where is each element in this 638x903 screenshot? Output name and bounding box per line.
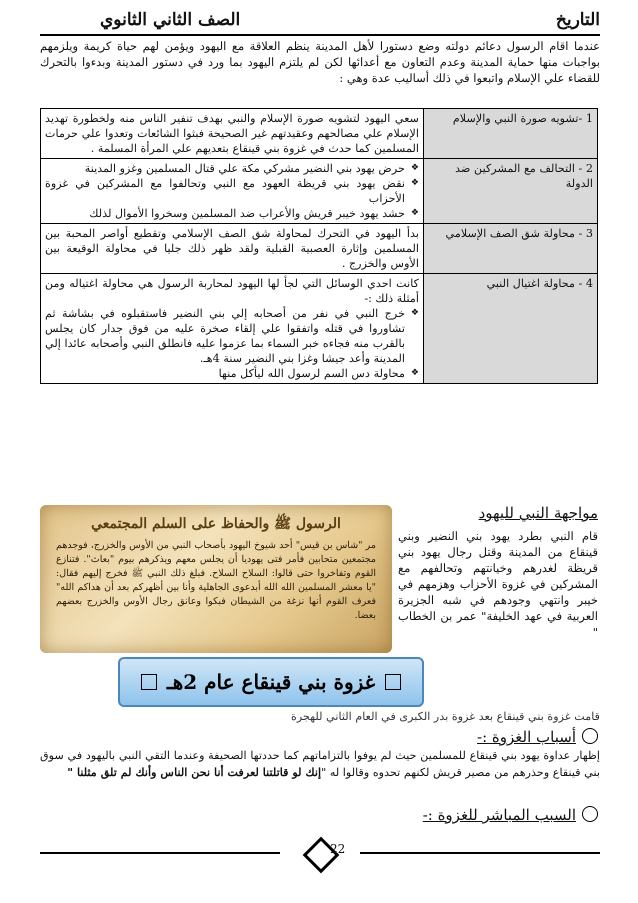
page-number: 22 <box>330 842 346 856</box>
scroll-illustration <box>40 505 392 653</box>
bullet-item: ❖ محاولة دس السم لرسول الله ليأكل منها <box>45 366 419 381</box>
grade-label: الصف الثاني الثانوي <box>100 10 241 30</box>
scroll-title: الرسول ﷺ والحفاظ على السلم المجتمعي <box>91 516 341 532</box>
footer-line-left <box>40 852 280 854</box>
direct-cause-title <box>423 806 598 824</box>
qaynuqa-banner <box>118 657 424 707</box>
confrontation-text: قام النبي بطرد يهود بني النضير وبني قينقاع من المدينة وقتل رجال يهود بني قريظة لغدرهم وخيانتهم وتحالفهم مع المشركين في غزوة الأحزاب وهزمهم في خيبر وانتهي وجودهم في شبه الجزيرة العربية في عهد الخليفة" عمر بن الخطاب " <box>398 529 598 639</box>
topic-cell: 4 - محاولة اغتيال النبي <box>424 274 598 384</box>
table-row <box>41 224 598 274</box>
checkbox-icon <box>385 674 401 690</box>
causes-title <box>477 728 598 746</box>
checkbox-icon <box>141 674 157 690</box>
content-cell: سعي اليهود لتشويه صورة الإسلام والنبي بهدف تنفير الناس منه ولخطورة تهديد الإسلام علي مصالحهم وعقيدتهم غير الصحيحة فبثوا الشائعات وتعدوا علي حرمات المسلمين كما حدث في غزوة بني قينقاع بتعديهم علي المرأة المسلمة . <box>41 109 424 159</box>
bullet-item: ❖ نقض يهود بني قريظة العهود مع النبي وتحالفوا مع المشركين في غزوة الأحزاب <box>45 176 419 206</box>
bullet-item: ❖ خرج النبي في نفر من أصحابه إلي بني النضير فاستقبلوه في بشاشة ثم تشاوروا في قتله واتفقوا علي إلقاء صخرة عليه من فوق جدار كان يجلس بالقرب منه فجاءه خبر السماء بما عزموا عليه فانطلق النبي وأصحابه عائدا إلي المدينة وأعد جيشا وغزا بني النضير سنة 4هـ. <box>45 306 419 366</box>
confrontation-title: مواجهة النبي لليهود <box>478 504 598 522</box>
topic-cell: 3 - محاولة شق الصف الإسلامي <box>424 224 598 274</box>
table-row <box>41 274 598 384</box>
bullet-item: ❖ حرض يهود بني النضير مشركي مكة علي قتال المسلمين وغزو المدينة <box>45 161 419 176</box>
content-cell <box>41 159 424 224</box>
page-header <box>40 8 600 36</box>
qaynuqa-date-line: قامت غزوة بني قينقاع بعد غزوة بدر الكبرى في العام الثاني للهجرة <box>290 710 600 723</box>
causes-text <box>40 748 600 781</box>
banner-title: غزوة بني قينقاع عام 2هـ <box>166 670 376 694</box>
intro-paragraph: عندما اقام الرسول دعائم دولته وضع دستورا لأهل المدينة ينظم العلاقة مع اليهود ويؤمن لهم حياة كريمة ويلزمهم بواجبات منها حماية المدينة وعدم التعاون مع أعدائها لكن لم يلتزم اليهود بما ورد في دستور المدينة وبدءوا بالتحرك للقضاء علي الإسلام واتبعوا في ذلك أساليب عدة وهي : <box>40 39 600 85</box>
content-cell: بدأ اليهود في التحرك لمحاولة شق الصف الإسلامي وتقطيع أواصر المحبة بين المسلمين وإثارة العصبية القبلية ولقد ظهر ذلك جليا في محاولة الوقيعة بين الأوس والخزرج . <box>41 224 424 274</box>
topic-cell: 1 -تشويه صورة النبي والإسلام <box>424 109 598 159</box>
causes-title-text: أسباب الغزوة :- <box>477 728 576 746</box>
table-row <box>41 109 598 159</box>
causes-text-bold: إنك لو قاتلتنا لعرفت أنا نحن الناس وأنك لم تلق مثلنا " <box>67 765 322 779</box>
content-cell <box>41 274 424 384</box>
globe-icon <box>582 806 598 822</box>
table-row <box>41 159 598 224</box>
causes-text-normal: إظهار عداوة يهود بني قينقاع للمسلمين حيث لم يوفوا بالتزاماتهم كما حددتها الصحيفة وعندما التقي النبي باليهود في سوق بني قينقاع وحذرهم من مصير قريش لكنهم تحدوه وقالوا له " <box>40 749 600 779</box>
globe-icon <box>582 728 598 744</box>
page-footer <box>40 840 600 864</box>
footer-line-right <box>360 852 600 854</box>
topic-cell: 2 - التحالف مع المشركين ضد الدولة <box>424 159 598 224</box>
bullet-item: ❖ حشد يهود خيبر قريش والأعراب ضد المسلمين وسخروا الأموال لذلك <box>45 206 419 221</box>
methods-table <box>40 108 598 384</box>
direct-cause-title-text: السبب المباشر للغزوة :- <box>422 806 576 824</box>
scroll-text: مر "شاس بن قيس" أحد شيوخ اليهود بأصحاب النبي من الأوس والخزرج، فوجدهم مجتمعين متحابين فأمر فتى يهوديا أن يجلس معهم ويذكرهم بيوم "بعاث". فتنازع القوم وتفاخروا حتى قالوا: السلاح السلاح. فبلغ ذلك النبي ﷺ فخرج إليهم فقال: "يا معشر المسلمين الله الله أبدعوى الجاهلية وأنا بين أظهركم بعد أن هداكم الله" فعرف القوم أنها نزغة من الشيطان فبكوا وعانق رجال الأوس والخزرج بعضهم بعضا. <box>56 540 376 621</box>
subject-label: التاريخ <box>555 10 600 30</box>
content-intro: كانت احدي الوسائل التي لجأ لها اليهود لمحاربة الرسول هي محاولة اغتياله ومن أمثلة ذلك :- <box>45 277 419 305</box>
